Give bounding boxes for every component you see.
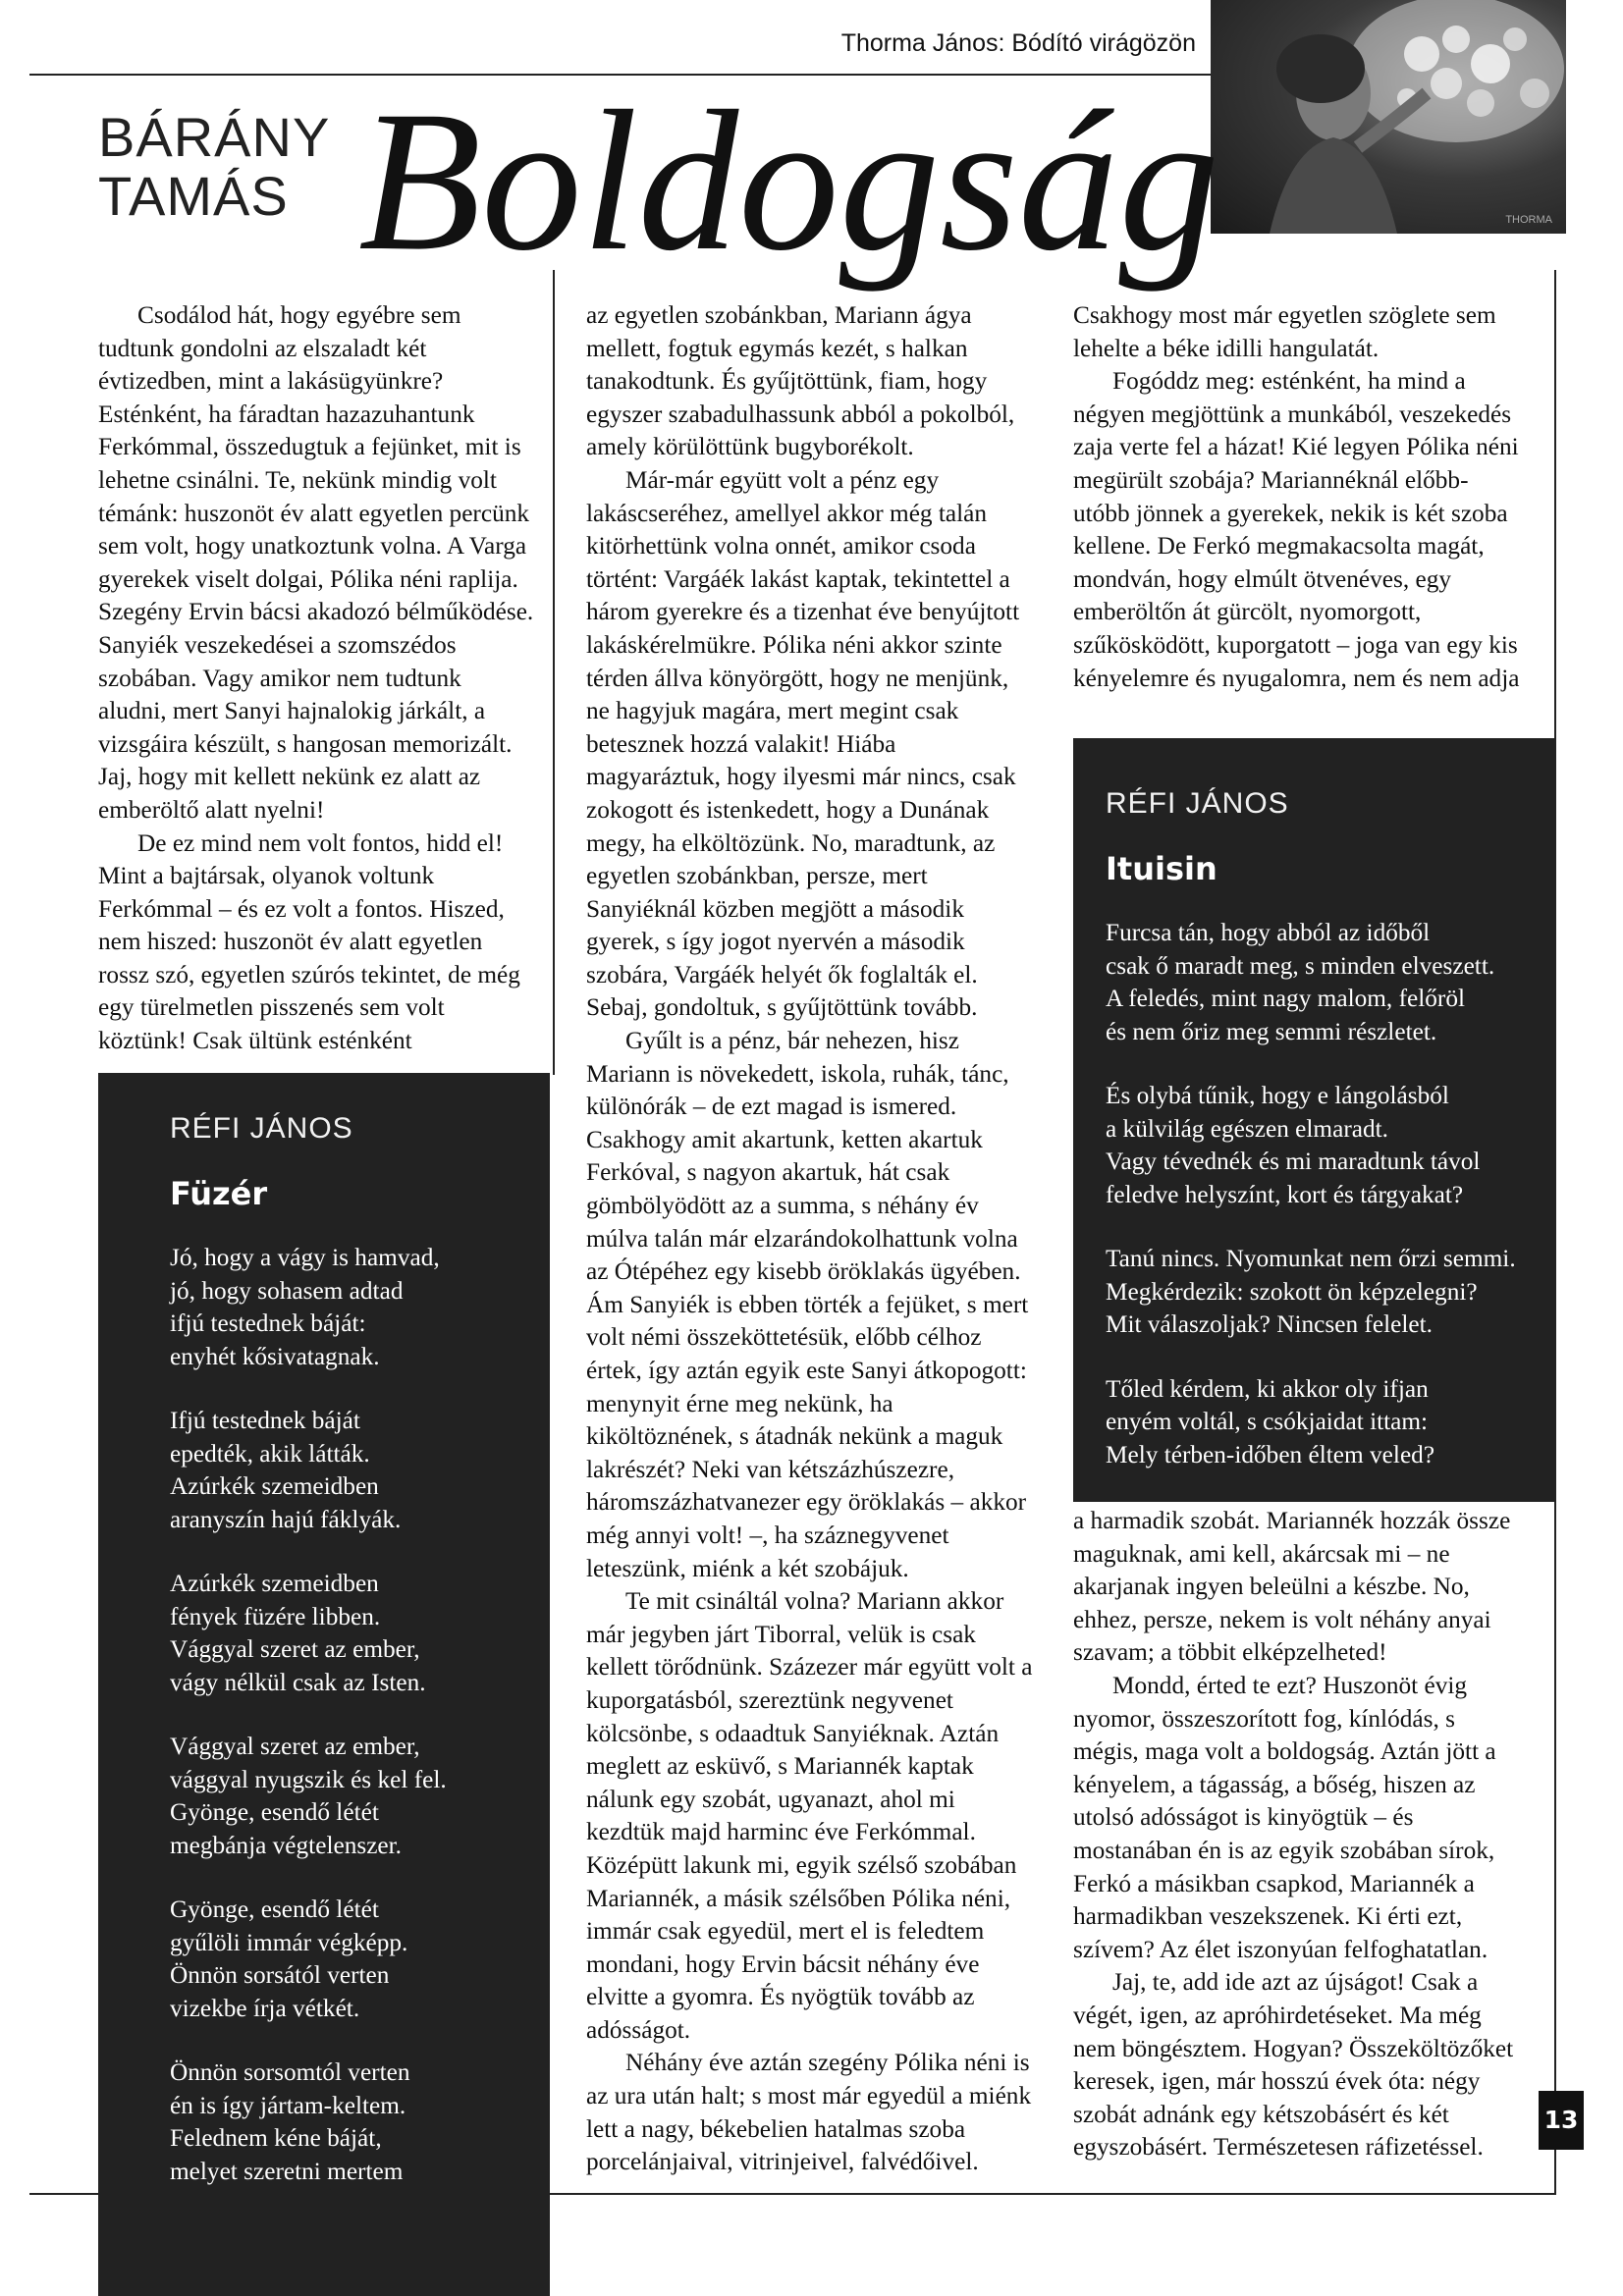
poem-line: Tőled kérdem, ki akkor oly ifjan bbox=[1106, 1374, 1429, 1403]
article-column-1 bbox=[98, 299, 535, 1058]
paragraph: Gyűlt is a pénz, bár nehezen, hisz Mariann is növekedett, iskola, ruhák, tánc, különórák – de ezt magad is ismered. Csakhogy amit akartunk, ketten akartuk Ferkóval, s nagyon akartuk, hát csak gömbölyödött az a summa, s néhány év múlva talán már elzarándokolhattunk volna az Ótépéhez egy kisebb öröklakás ügyében. Ám Sanyiék is ebben törték a fejüket, s mert volt némi összeköttetésük, előbb célhoz értek, így aztán egyik este Sanyi átkopogott: menynyit érne meg nekünk, ha kiköltöznének, s átadnák nekünk a maguk lakrészét? Neki van kétszázhúszezre, háromszázhatvanezer egy öröklakás – akkor még annyi volt! –, ha száznegyvenet leteszünk, miénk a két szobájuk. bbox=[586, 1027, 1029, 1582]
column-divider bbox=[553, 270, 555, 1075]
poem-stanzas bbox=[1106, 917, 1547, 1503]
poem-line: Önnön sorsától verten bbox=[170, 1961, 390, 1989]
poem-line: Azúrkék szemeidben bbox=[170, 1472, 379, 1500]
poem-line: Mely térben-időben éltem veled? bbox=[1106, 1440, 1435, 1468]
poem-line: Megkérdezik: szokott ön képzelegni? bbox=[1106, 1277, 1478, 1306]
poem-line: aranyszín hajú fáklyák. bbox=[170, 1505, 402, 1533]
paragraph: Csodálod hát, hogy egyébre sem tudtunk gondolni az elszaladt két évtizedben, mint a lakásügyünkre? Esténként, ha fáradtan hazazuhantunk Ferkómmal, összedugtuk a fejünket, mit is lehetne csinálni. Te, nekünk mindig volt témánk: huszonöt év alatt egyetlen percünk sem volt, hogy unatkoztunk volna. A Varga gyerekek viselt dolgai, Pólika néni raplija. Szegény Ervin bácsi akadozó bélműködése. Sanyiék veszekedései a szomszédos szobában. Vagy amikor nem tudtunk aludni, mert Sanyi hajnalokig járkált, a vizsgáira készült, s hangosan memorizált. Jaj, hogy mit kellett nekünk ez alatt az emberöltő alatt nyelni! bbox=[98, 301, 534, 824]
paragraph: Csakhogy most már egyetlen szöglete sem lehelte a béke idilli hangulatát. bbox=[1073, 301, 1496, 362]
poem-line: Gyönge, esendő létét bbox=[170, 1896, 379, 1923]
poem-line: epedték, akik látták. bbox=[170, 1439, 370, 1468]
poem-line: Vággyal szeret az ember, bbox=[170, 1635, 420, 1663]
poem-stanza bbox=[170, 1568, 543, 1699]
poem-box-fuzer bbox=[98, 1073, 550, 2296]
paragraph: Fogóddz meg: esténként, ha mind a négyen megjöttünk a munkából, veszekedés zaja verte fel a házat! Kié legyen Pólika néni megürült szobája? Mariannéknál előbb-utóbb jönnek a gyerekek, nekik is két szoba kellene. De Ferkó megmakacsolta magát, mondván, hogy elmúlt ötvenéves, egy emberöltőn át gürcölt, nyomorgott, szűkösködött, kuporgatott – joga van egy kis kényelemre és nyugalomra, nem és nem adja bbox=[1073, 367, 1520, 692]
poem-line: Mit válaszoljak? Nincsen felelet. bbox=[1106, 1310, 1433, 1338]
poem-line: Gyönge, esendő létét bbox=[170, 1798, 379, 1826]
paragraph: a harmadik szobát. Mariannék hozzák össze maguknak, ami kell, akárcsak mi – ne akarjanak ingyen beleülni a készbe. No, ehhez, persze, nekem is volt néhány anyai szavam; a többit elképzelheted! bbox=[1073, 1507, 1511, 1667]
author-name bbox=[98, 108, 330, 226]
paragraph: Néhány éve aztán szegény Pólika néni is az ura után halt; s most már egyedül a miénk lett a nagy, békebelien hatalmas szoba porcelánjaival, vitrinjeivel, falvédőivel. bbox=[586, 2049, 1032, 2176]
poem-stanza bbox=[1106, 1243, 1547, 1342]
poem-line: Jó, hogy a vágy is hamvad, bbox=[170, 1244, 440, 1271]
poem-line: És olybá tűnik, hogy e lángolásból bbox=[1106, 1082, 1449, 1109]
article-column-3-bottom bbox=[1073, 1505, 1520, 2164]
poem-line: megbánja végtelenszer. bbox=[170, 1831, 402, 1859]
paragraph: Mondd, érted te ezt? Huszonöt évig nyomor, összeszorított fog, kínlódás, s mégis, maga volt a boldogság. Aztán jött a kényelem, a tágasság, a bőség, hiszen az utolsó adósságot is kinyögtük – és mostanában én is az egyik szobában sírok, Ferkó a másikban csapkod, Mariannék a harmadikban veszekszenek. Ki érti ezt, szívem? Az élet iszonyúan felfoghatatlan. bbox=[1073, 1671, 1496, 1963]
poem-stanza bbox=[170, 1242, 543, 1373]
poem-stanzas bbox=[170, 1242, 543, 2219]
paragraph: Te mit csináltál volna? Mariann akkor már jegyben járt Tiborral, velük is csak kellett törődnünk. Százezer már együtt volt a kuporgatásból, szereztünk negyvenet kölcsönbe, s odaadtuk Sanyiéknak. Aztán meglett az esküvő, s Mariannék kaptak nálunk egy szobát, ugyanazt, ahol mi kezdtük majd harminc éve Ferkómmal. Középütt lakunk mi, egyik szélső szobában Mariannék, a másik szélsőben Pólika néni, immár csak egyedül, mert el is feledtem mondani, hogy Ervin bácsit néhány éve elvitte a gyomra. És nyögtük tovább az adósságot. bbox=[586, 1587, 1033, 2044]
poem-title: Ituisin bbox=[1106, 850, 1217, 887]
article-column-2 bbox=[586, 299, 1033, 2179]
poem-line: csak ő maradt meg, s minden elveszett. bbox=[1106, 951, 1495, 980]
poem-line: jó, hogy sohasem adtad bbox=[170, 1276, 404, 1305]
poem-line: feledve helyszínt, kort és tárgyakat? bbox=[1106, 1180, 1464, 1208]
poem-line: Tanú nincs. Nyomunkat nem őrzi semmi. bbox=[1106, 1245, 1516, 1272]
poem-line: Vagy tévednék és mi maradtunk távol bbox=[1106, 1148, 1481, 1175]
painting-illustration bbox=[1211, 0, 1566, 234]
article-title: Boldogság bbox=[358, 70, 1219, 293]
poem-line: vággyal nyugszik és kel fel. bbox=[170, 1765, 447, 1793]
image-caption: Thorma János: Bódító virágözön bbox=[840, 29, 1196, 57]
poem-line: ifjú testednek báját: bbox=[170, 1309, 366, 1337]
painting-signature: THORMA bbox=[1505, 214, 1552, 226]
poem-box-ituisin bbox=[1073, 738, 1556, 1502]
poem-line: a külvilág egészen elmaradt. bbox=[1106, 1114, 1388, 1143]
poem-line: enyhét kősivatagnak. bbox=[170, 1342, 380, 1370]
author-name-line: TAMÁS bbox=[98, 165, 289, 227]
page-number: 13 bbox=[1539, 2091, 1584, 2150]
author-name-line: BÁRÁNY bbox=[98, 106, 331, 168]
poem-line: vágy nélkül csak az Isten. bbox=[170, 1668, 426, 1696]
poem-stanza bbox=[1106, 1373, 1547, 1472]
poem-line: enyém voltál, s csókjaidat ittam: bbox=[1106, 1408, 1429, 1435]
poem-author: RÉFI JÁNOS bbox=[1106, 787, 1289, 820]
paragraph: De ez mind nem volt fontos, hidd el! Mint a bajtársak, olyanok voltunk Ferkómmal – és ez volt a fontos. Hiszed, nem hiszed: huszonöt év alatt egyetlen rossz szó, egyetlen szúrós tekintet, de még egy türelmetlen pisszenés sem volt köztünk! Csak ültünk esténként bbox=[98, 828, 520, 1055]
poem-line: fények füzére libben. bbox=[170, 1602, 381, 1630]
poem-line: Azúrkék szemeidben bbox=[170, 1570, 379, 1597]
poem-stanza bbox=[170, 1731, 543, 1862]
poem-line: gyűlöli immár végképp. bbox=[170, 1928, 408, 1956]
poem-line: én is így jártam-keltem. bbox=[170, 2091, 406, 2119]
poem-stanza bbox=[170, 1894, 543, 2025]
poem-line: Vággyal szeret az ember, bbox=[170, 1733, 420, 1760]
poem-line: Önnön sorsomtól verten bbox=[170, 2058, 410, 2086]
poem-line: Furcsa tán, hogy abból az időből bbox=[1106, 919, 1431, 946]
poem-line: A feledés, mint nagy malom, felőröl bbox=[1106, 985, 1466, 1012]
article-column-3-top bbox=[1073, 299, 1520, 695]
poem-stanza bbox=[1106, 917, 1547, 1048]
poem-line: vizekbe írja vétkét. bbox=[170, 1994, 360, 2022]
poem-line: Felednem kéne báját, bbox=[170, 2124, 382, 2152]
poem-stanza bbox=[170, 2056, 543, 2188]
poem-line: és nem őriz meg semmi részletet. bbox=[1106, 1017, 1437, 1045]
poem-line: melyet szeretni mertem bbox=[170, 2157, 404, 2185]
poem-title: Füzér bbox=[170, 1175, 268, 1212]
paragraph: Már-már együtt volt a pénz egy lakáscseréhez, amellyel akkor még talán kitörhettünk volna onnét, amikor csoda történt: Vargáék lakást kaptak, tekintettel a három gyerekre és a tizenhat éve benyújtott lakáskérelmükre. Pólika néni akkor szinte térden állva könyörgött, hogy ne menjünk, ne hagyjuk magára, mert megint csak betesznek hozzá valakit! Hiába magyaráztuk, hogy ilyesmi már nincs, csak zokogott és istenkedett, hogy a Dunának megy, ha elköltözünk. No, maradtunk, az egyetlen szobánkban, persze, mert Sanyiéknál közben megjött a második gyerek, s így jogot nyervén a második szobára, Vargáék helyét ők foglalták el. Sebaj, gondoltuk, s gyűjtöttünk tovább. bbox=[586, 465, 1020, 1022]
painting-image bbox=[1211, 0, 1566, 234]
poem-stanza bbox=[1106, 1080, 1547, 1211]
paragraph: az egyetlen szobánkban, Mariann ágya mellett, fogtuk egymás kezét, s halkan tanakodtunk. És gyűjtöttünk, fiam, hogy egyszer szabadulhassunk abból a pokolból, amely körülöttünk bugyborékolt. bbox=[586, 301, 1015, 461]
poem-stanza bbox=[170, 1405, 543, 1536]
paragraph: Jaj, te, add ide azt az újságot! Csak a végét, igen, az apróhirdetéseket. Ma még nem böngésztem. Hogyan? Összeköltözőket keresek, igen, már hosszú évek óta: négy szobát adnánk egy kétszobásért és két egyszobásért. Természetesen ráfizetéssel. bbox=[1073, 1968, 1514, 2162]
poem-line: Ifjú testednek báját bbox=[170, 1407, 360, 1434]
poem-author: RÉFI JÁNOS bbox=[170, 1112, 353, 1145]
